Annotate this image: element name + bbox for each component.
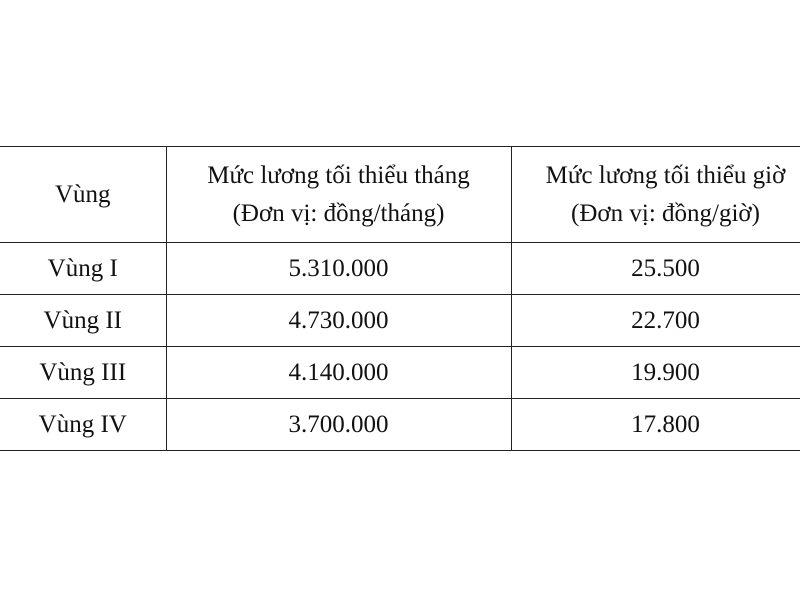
header-monthly	[166, 147, 511, 243]
cell-region: Vùng I	[0, 243, 166, 295]
header-monthly-unit: (Đơn vị: đồng/tháng)	[232, 199, 445, 227]
cell-region: Vùng IV	[0, 399, 166, 451]
cell-monthly: 5.310.000	[166, 243, 511, 295]
cell-monthly: 4.140.000	[166, 347, 511, 399]
header-hourly-unit: (Đơn vị: đồng/giờ)	[571, 199, 760, 227]
cell-monthly: 3.700.000	[166, 399, 511, 451]
header-region	[0, 147, 166, 243]
table-row	[0, 295, 800, 347]
cell-hourly: 25.500	[511, 243, 800, 295]
table-header-row	[0, 147, 800, 243]
table-row	[0, 399, 800, 451]
cell-hourly: 19.900	[511, 347, 800, 399]
cell-hourly: 22.700	[511, 295, 800, 347]
cell-region: Vùng III	[0, 347, 166, 399]
table-row	[0, 347, 800, 399]
cell-monthly: 4.730.000	[166, 295, 511, 347]
header-monthly-title: Mức lương tối thiểu tháng	[207, 161, 470, 189]
cell-region: Vùng II	[0, 295, 166, 347]
table-row	[0, 243, 800, 295]
header-hourly-title: Mức lương tối thiểu giờ	[545, 161, 786, 189]
minimum-wage-table	[0, 146, 800, 451]
header-hourly	[511, 147, 800, 243]
header-region-label: Vùng	[54, 180, 111, 208]
cell-hourly: 17.800	[511, 399, 800, 451]
